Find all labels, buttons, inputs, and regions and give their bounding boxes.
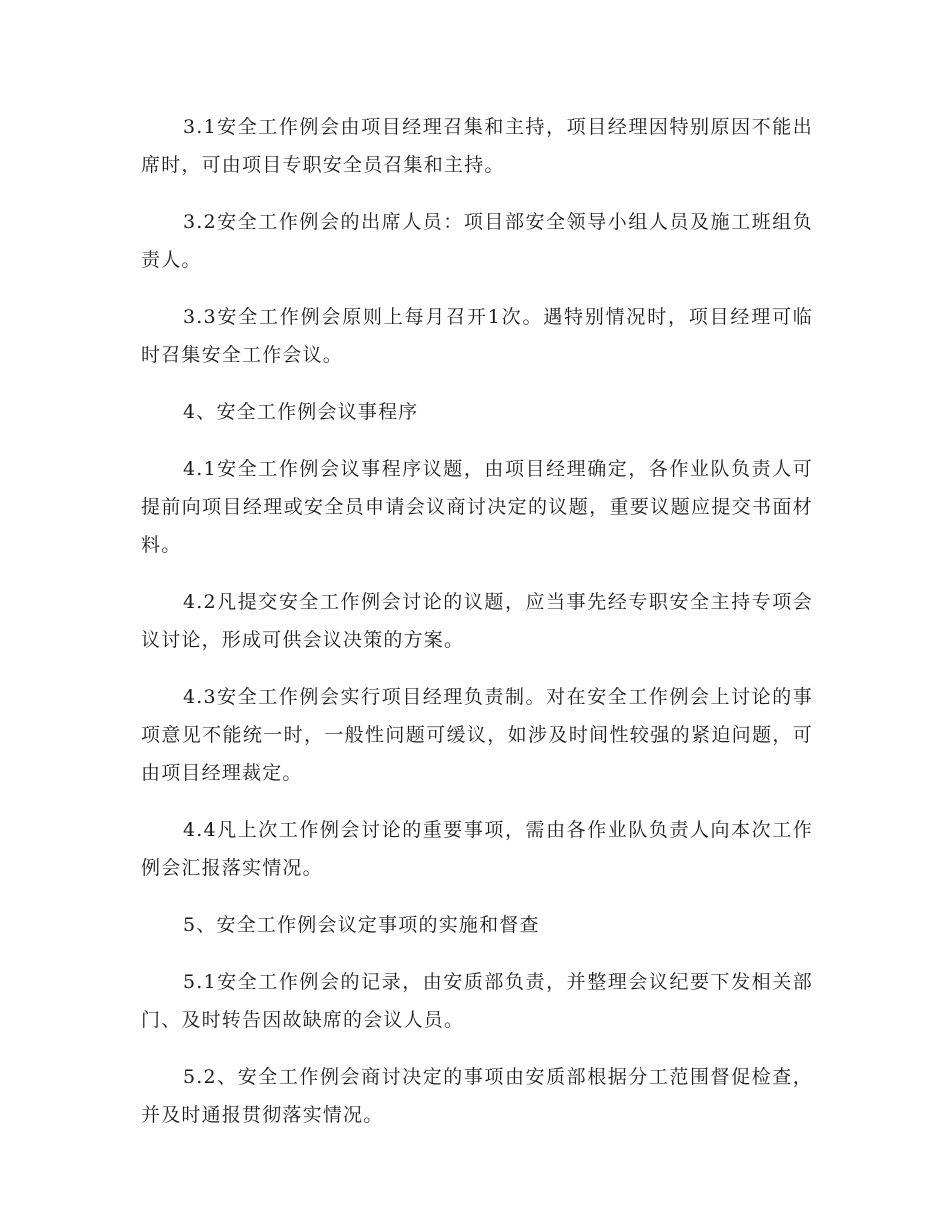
section-heading-4: 4、安全工作例会议事程序 [183,401,419,423]
paragraph-3-1: 3.1安全工作例会由项目经理召集和主持，项目经理因特别原因不能出席时，可由项目专职安全员召集和主持。 [141,116,813,176]
paragraph-4-4: 4.4凡上次工作例会讨论的重要事项，需由各作业队负责人向本次工作例会汇报落实情况。 [141,819,813,879]
paragraph-4-2: 4.2凡提交安全工作例会讨论的议题，应当事先经专职安全主持专项会议讨论，形成可供会议决策的方案。 [141,591,813,651]
document-body [141,108,813,1153]
paragraph-4-1: 4.1安全工作例会议事程序议题，由项目经理确定，各作业队负责人可提前向项目经理或安全员申请会议商讨决定的议题，重要议题应提交书面材料。 [141,458,813,556]
paragraph-3-2: 3.2安全工作例会的出席人员：项目部安全领导小组人员及施工班组负责人。 [141,211,813,271]
paragraph-4-3: 4.3安全工作例会实行项目经理负责制。对在安全工作例会上讨论的事项意见不能统一时，一般性问题可缓议，如涉及时间性较强的紧迫问题，可由项目经理裁定。 [141,686,813,784]
paragraph-3-3: 3.3安全工作例会原则上每月召开1次。遇特别情况时，项目经理可临时召集安全工作会议。 [141,306,813,366]
paragraph-5-2: 5.2、安全工作例会商讨决定的事项由安质部根据分工范围督促检查，并及时通报贯彻落实情况。 [141,1066,813,1126]
paragraph-5-1: 5.1安全工作例会的记录，由安质部负责，并整理会议纪要下发相关部门、及时转告因故缺席的会议人员。 [141,971,813,1031]
section-heading-5: 5、安全工作例会议定事项的实施和督查 [183,914,540,936]
